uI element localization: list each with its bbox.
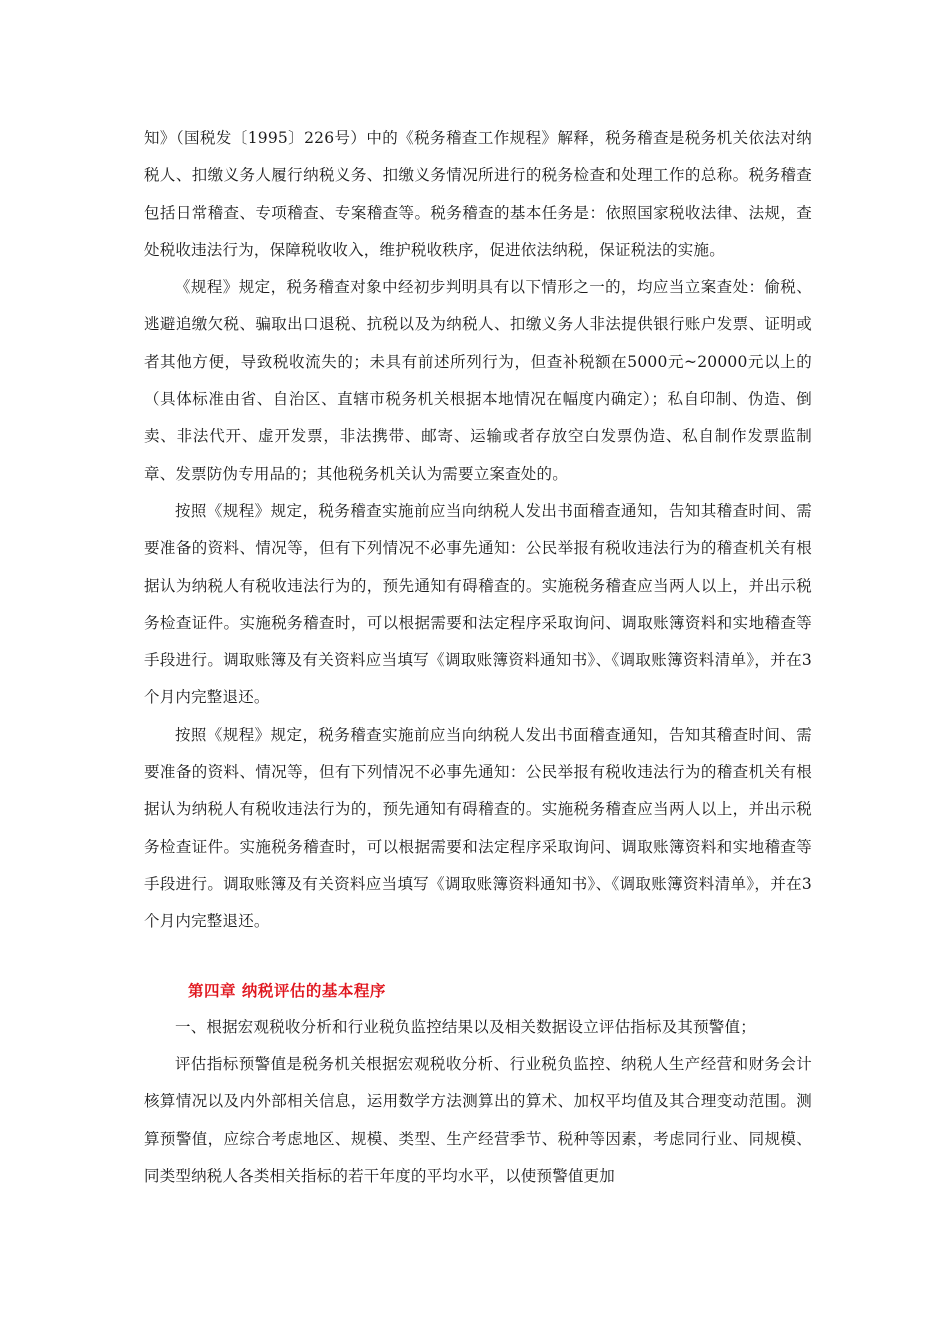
paragraph-warning-value: 评估指标预警值是税务机关根据宏观税收分析、行业税负监控、纳税人生产经营和财务会计核算情况以及内外部相关信息，运用数学方法测算出的算术、加权平均值及其合理变动范围。测算预警值，应综合考虑地区、规模、类型、生产经营季节、税种等因素，考虑同行业、同规模、同类型纳税人各类相关指标的若干年度的平均水平，以使预警值更加 (144, 1055, 812, 1186)
chapter-heading: 第四章 纳税评估的基本程序 (188, 980, 386, 1000)
paragraph-audit-notification-repeat: 按照《规程》规定，税务稽查实施前应当向纳税人发出书面稽查通知，告知其稽查时间、需要准备的资料、情况等，但有下列情况不必事先通知：公民举报有税收违法行为的稽查机关有根据认为纳税人有税收违法行为的，预先通知有碍稽查的。实施税务稽查应当两人以上，并出示税务检查证件。实施税务稽查时，可以根据需要和法定程序采取询问、调取账簿资料和实地稽查等手段进行。调取账簿及有关资料应当填写《调取账簿资料通知书》、《调取账簿资料清单》，并在3个月内完整退还。 (144, 725, 812, 931)
paragraph-audit-notification: 按照《规程》规定，税务稽查实施前应当向纳税人发出书面稽查通知，告知其稽查时间、需要准备的资料、情况等，但有下列情况不必事先通知：公民举报有税收违法行为的稽查机关有根据认为纳税人有税收违法行为的，预先通知有碍稽查的。实施税务稽查应当两人以上，并出示税务检查证件。实施税务稽查时，可以根据需要和法定程序采取询问、调取账簿资料和实地稽查等手段进行。调取账簿及有关资料应当填写《调取账簿资料通知书》、《调取账簿资料清单》，并在3个月内完整退还。 (144, 501, 812, 707)
paragraph-tax-audit-definition: 知》（国税发〔1995〕226号）中的《税务稽查工作规程》解释，税务稽查是税务机关依法对纳税人、扣缴义务人履行纳税义务、扣缴义务情况所进行的税务检查和处理工作的总称。税务稽查包括日常稽查、专项稽查、专案稽查等。税务稽查的基本任务是：依照国家税收法律、法规，查处税收违法行为，保障税收收入，维护税收秩序，促进依法纳税，保证税法的实施。 (144, 129, 812, 259)
paragraph-case-filing-criteria: 《规程》规定，税务稽查对象中经初步判明具有以下情形之一的，均应当立案查处：偷税、逃避追缴欠税、骗取出口退税、抗税以及为纳税人、扣缴义务人非法提供银行账户发票、证明或者其他方便，导致税收流失的；未具有前述所列行为，但查补税额在5000元~20000元以上的（具体标准由省、自治区、直辖市税务机关根据本地情况在幅度内确定）；私自印制、伪造、倒卖、非法代开、虚开发票，非法携带、邮寄、运输或者存放空白发票伪造、私自制作发票监制章、发票防伪专用品的；其他税务机关认为需要立案查处的。 (144, 278, 812, 483)
document-body (144, 120, 812, 1195)
paragraph-step-one: 一、根据宏观税收分析和行业税负监控结果以及相关数据设立评估指标及其预警值； (175, 1017, 756, 1036)
